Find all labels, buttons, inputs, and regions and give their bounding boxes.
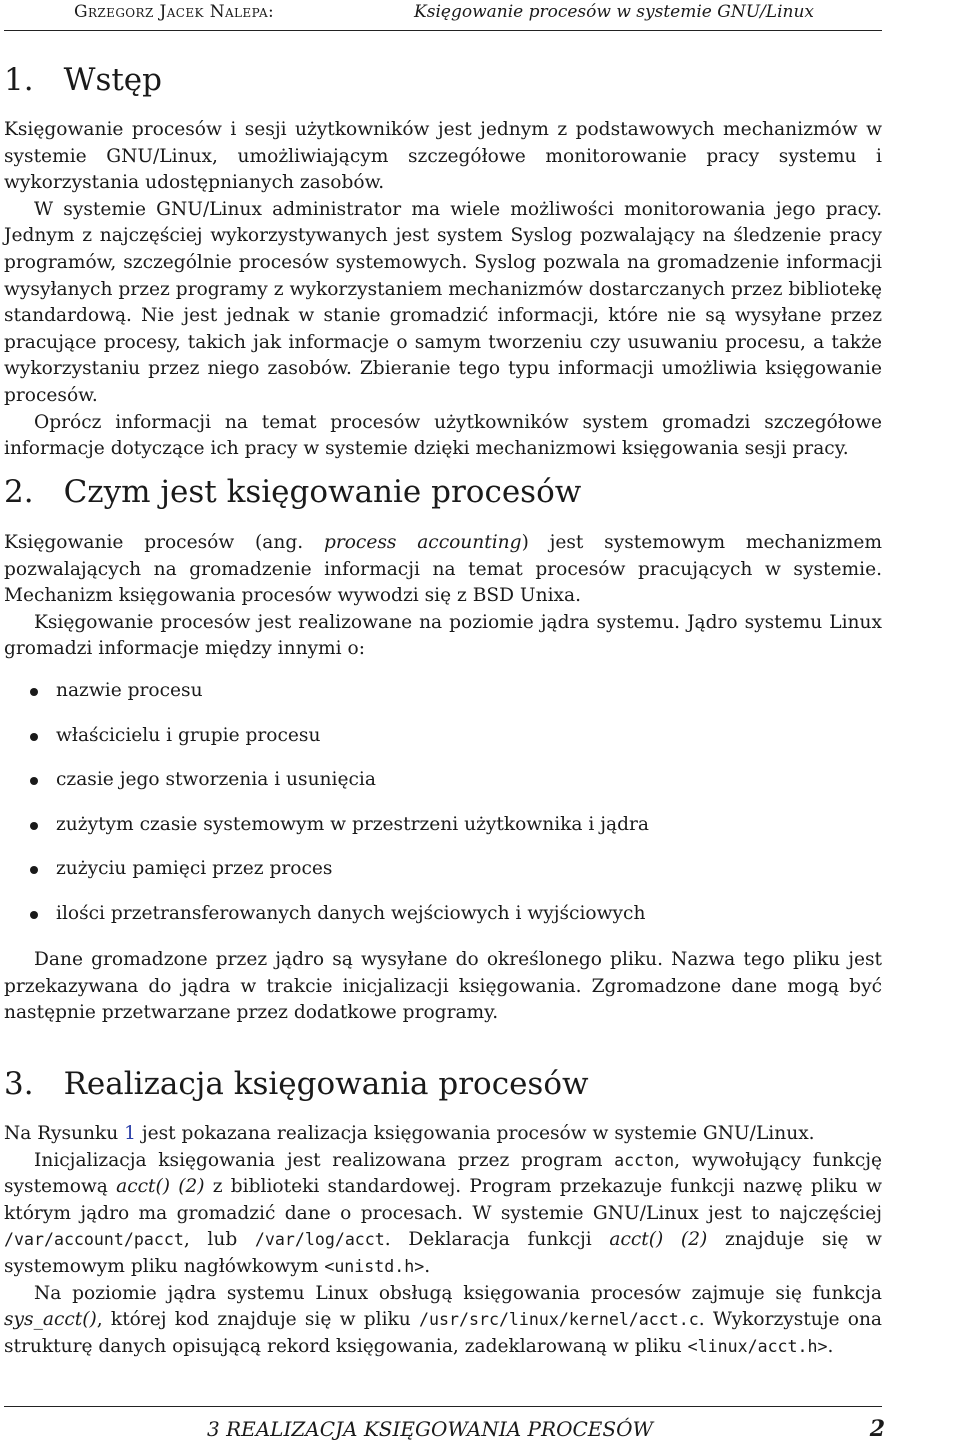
section-number: 2.: [4, 474, 34, 510]
section-title: Czym jest księgowanie procesów: [63, 474, 582, 510]
text-run: Inicjalizacja księgowania jest realizowana przez program: [34, 1149, 615, 1171]
paragraph: [4, 530, 882, 610]
text-run: , której kod znajduje się w pliku: [96, 1309, 420, 1331]
code-path: /var/log/acct: [254, 1230, 385, 1250]
bullet-icon: [30, 822, 38, 830]
section-number: 3.: [4, 1066, 34, 1102]
section-3-body: [4, 1121, 882, 1360]
section-heading-2: [4, 472, 581, 512]
list-item: [4, 767, 882, 812]
function-name: sys_acct(): [4, 1309, 97, 1331]
paragraph: [4, 1121, 882, 1148]
section-number: 1.: [4, 62, 34, 98]
bullet-icon: [30, 911, 38, 919]
list-item-text: ilości przetransferowanych danych wejściowych i wyjściowych: [56, 902, 646, 924]
code-header: <linux/acct.h>: [687, 1336, 828, 1356]
paragraph: [4, 1148, 882, 1281]
term-italic: process accounting: [323, 532, 522, 553]
bullet-icon: [30, 733, 38, 741]
list-item: [4, 812, 882, 857]
list-item-text: zużytym czasie systemowym w przestrzeni użytkownika i jądra: [56, 813, 649, 835]
code-path: /usr/src/linux/kernel/acct.c: [419, 1310, 699, 1330]
paragraph: Księgowanie procesów jest realizowane na poziomie jądra systemu. Jądro systemu Linux gromadzi informacje między innymi o:: [4, 611, 882, 660]
text-run: . Deklaracja funkcji: [384, 1229, 610, 1251]
section-heading-3: [4, 1064, 589, 1104]
section-2-closing: [4, 947, 882, 1027]
section-heading-1: [4, 60, 162, 100]
function-name: acct() (2): [609, 1229, 708, 1251]
section-1-body: [4, 117, 882, 463]
bullet-icon: [30, 688, 38, 696]
list-item: [4, 678, 882, 723]
text-run: Księgowanie procesów (ang.: [4, 532, 324, 553]
paragraph: W systemie GNU/Linux administrator ma wiele możliwości monitorowania jego pracy. Jednym z najczęściej wykorzystywanych jest system Syslog pozwalający na śledzenie pracy programów, szczególnie procesów systemowych. Syslog pozwala na gromadzenie informacji wysyłanych przez programy z wykorzystaniem mechanizmów dostarczanych przez bibliotekę standardową. Nie jest jednak w stanie gromadzić informacji, które nie są wysyłane przez pracujące procesy, takich jak informacje o samym tworzeniu czy usuwaniu procesu, a także wykorzystaniu przez niego zasobów. Zbieranie tego typu informacji umożliwia księgowanie procesów.: [4, 198, 882, 406]
text-run: , wywołujący funkcję systemową: [4, 1149, 882, 1198]
text-run: ) jest systemowym mechanizmem pozwalających na gromadzenie informacji na temat procesów pracujących w systemie. Mechanizm księgowania procesów wywodzi się z BSD Unixa.: [4, 532, 882, 607]
text-run: Na poziomie jądra systemu Linux obsługą księgowania procesów zajmuje się funkcja: [34, 1282, 882, 1304]
text-run: . Wykorzystuje ona strukturę danych opisującą rekord księgowania, zadeklarowaną w pliku: [4, 1309, 883, 1357]
code-path: /var/account/pacct: [4, 1230, 184, 1250]
text-run: .: [827, 1335, 834, 1357]
paragraph: Dane gromadzone przez jądro są wysyłane do określonego pliku. Nazwa tego pliku jest przekazywana do jądra w trakcie inicjalizacji księgowania. Zgromadzone dane mogą być następnie przetwarzane przez dodatkowe programy.: [4, 949, 882, 1024]
list-item: [4, 856, 882, 901]
section-2-body: [4, 530, 882, 663]
footer-rule: [4, 1406, 882, 1407]
section-title: Realizacja księgowania procesów: [63, 1066, 589, 1102]
header-rule: [4, 30, 882, 31]
text-run: jest pokazana realizacja księgowania procesów w systemie GNU/Linux.: [135, 1123, 815, 1144]
running-header: [74, 0, 814, 32]
text-run: , lub: [183, 1229, 255, 1251]
paragraph: Oprócz informacji na temat procesów użytkowników system gromadzi szczegółowe informacje dotyczące ich pracy w systemie dzięki mechanizmowi księgowania sesji pracy.: [4, 411, 882, 460]
list-item-text: zużyciu pamięci przez proces: [56, 858, 333, 879]
text-run: Na Rysunku: [4, 1123, 125, 1144]
list-item-text: nazwie procesu: [56, 680, 203, 701]
text-run: .: [424, 1255, 431, 1277]
code-program: accton: [614, 1150, 675, 1170]
footer-running-title: 3 REALIZACJA KSIĘGOWANIA PROCESÓW: [207, 1417, 654, 1441]
header-running-title: Księgowanie procesów w systemie GNU/Linux: [414, 2, 814, 22]
bullet-icon: [30, 777, 38, 785]
list-item-text: czasie jego stworzenia i usunięcia: [56, 769, 376, 790]
section-title: Wstęp: [63, 62, 162, 98]
code-header: <unistd.h>: [324, 1256, 425, 1276]
text-run: z biblioteki standardowej. Program przekazuje funkcji nazwę pliku w którym jądro ma gromadzić dane o procesach. W systemie GNU/Linux jest to najczęściej: [4, 1176, 882, 1224]
bullet-icon: [30, 866, 38, 874]
bullet-list: [4, 678, 882, 945]
list-item-text: właścicielu i grupie procesu: [56, 724, 321, 746]
header-author: Grzegorz Jacek Nalepa:: [74, 2, 275, 22]
page-number: 2: [869, 1416, 885, 1442]
text-run: znajduje się w systemowym pliku nagłówkowym: [4, 1229, 882, 1277]
figure-reference-link[interactable]: 1: [124, 1123, 136, 1144]
paragraph: Księgowanie procesów i sesji użytkowników jest jednym z podstawowych mechanizmów w systemie GNU/Linux, umożliwiającym szczegółowe monitorowanie pracy systemu i wykorzystania udostępnianych zasobów.: [4, 119, 882, 194]
list-item: [4, 723, 882, 768]
function-name: acct() (2): [116, 1176, 205, 1198]
running-footer: [207, 1414, 885, 1444]
list-item: [4, 901, 882, 946]
paragraph: [4, 1281, 882, 1361]
